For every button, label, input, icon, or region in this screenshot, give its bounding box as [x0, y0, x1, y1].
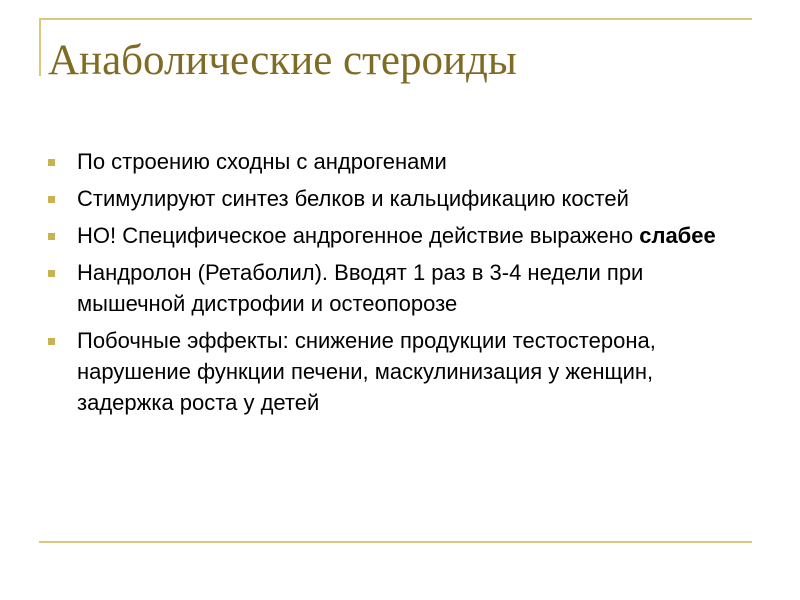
bottom-divider-line: [39, 541, 752, 543]
bullet-item-4: [48, 257, 748, 319]
square-bullet-icon: [48, 338, 55, 345]
bullet-text: Побочные эффекты: снижение продукции тестостерона, нарушение функции печени, маскулинизация у женщин, задержка роста у детей: [77, 328, 656, 415]
bullet-text: Стимулируют синтез белков и кальцификацию костей: [77, 186, 629, 211]
bullet-item-1: [48, 146, 748, 177]
square-bullet-icon: [48, 233, 55, 240]
corner-accent-line: [39, 18, 41, 76]
bullet-emphasis: слабее: [639, 223, 716, 248]
bullet-item-5: [48, 325, 748, 418]
bullet-item-2: [48, 183, 748, 214]
bullet-text: Нандролон (Ретаболил). Вводят 1 раз в 3-4 недели при мышечной дистрофии и остеопорозе: [77, 260, 644, 316]
top-divider-line: [39, 18, 752, 20]
slide-title: Анаболические стероиды: [48, 37, 517, 84]
square-bullet-icon: [48, 270, 55, 277]
square-bullet-icon: [48, 159, 55, 166]
bullet-text: По строению сходны с андрогенами: [77, 149, 447, 174]
bullet-item-3: [48, 220, 748, 251]
square-bullet-icon: [48, 196, 55, 203]
bullet-list: [48, 146, 748, 424]
bullet-text: НО! Специфическое андрогенное действие выражено: [77, 223, 640, 248]
